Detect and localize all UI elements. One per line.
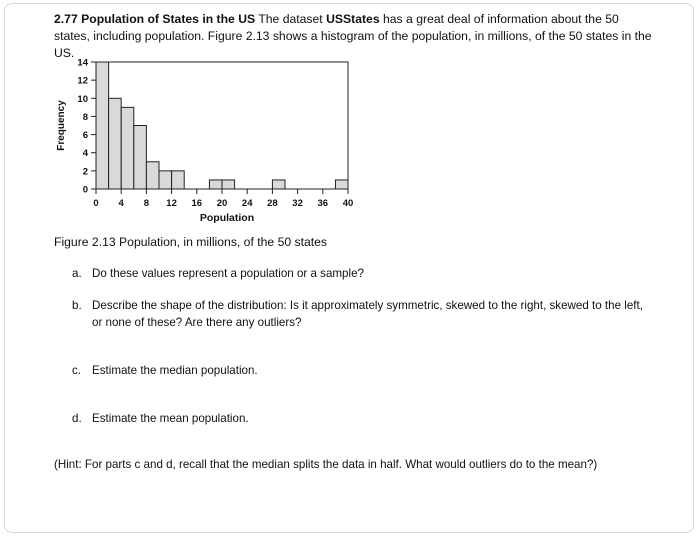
question-letter: c. xyxy=(72,364,82,377)
y-axis-label: Frequency xyxy=(56,100,67,151)
histogram-bar xyxy=(121,107,134,189)
x-tick-label: 32 xyxy=(292,198,303,209)
x-tick-label: 12 xyxy=(166,198,177,209)
question-letter: a. xyxy=(72,267,82,280)
problem-title: Population of States in the US xyxy=(81,12,256,26)
problem-text-before: The dataset xyxy=(258,12,323,26)
histogram-bar xyxy=(134,126,147,190)
question-letter: d. xyxy=(72,412,82,425)
problem-text-after: has a great deal of information about the 50 states, including population. Figure 2.13 shows a histogram of the population, in millions, of the 50 states in the US. xyxy=(54,12,652,60)
histogram-bar xyxy=(96,62,109,189)
histogram-bar xyxy=(172,171,185,189)
x-tick-label: 4 xyxy=(118,198,124,209)
population-histogram xyxy=(50,56,370,236)
question-b xyxy=(72,297,652,331)
question-c xyxy=(72,362,652,379)
hint-text: (Hint: For parts c and d, recall that the median splits the data in half. What would outliers do to the mean?) xyxy=(54,458,598,471)
y-tick-label: 0 xyxy=(82,184,88,196)
histogram-bar xyxy=(335,180,348,189)
problem-statement xyxy=(54,11,654,62)
question-text: Do these values represent a population or a sample? xyxy=(92,267,364,280)
x-tick-label: 24 xyxy=(241,198,253,209)
x-tick-label: 36 xyxy=(317,198,329,209)
histogram-bar xyxy=(209,180,222,189)
y-tick-label: 12 xyxy=(77,75,88,87)
y-tick-label: 6 xyxy=(82,130,88,142)
x-tick-label: 8 xyxy=(143,198,150,209)
x-tick-label: 16 xyxy=(191,198,203,209)
histogram-bar xyxy=(222,180,235,189)
x-tick-label: 28 xyxy=(267,198,278,209)
y-tick-label: 8 xyxy=(82,111,88,123)
figure-caption: Figure 2.13 Population, in millions, of the 50 states xyxy=(54,235,328,249)
question-text: Estimate the mean population. xyxy=(92,412,249,425)
x-tick-label: 40 xyxy=(342,198,354,209)
y-tick-label: 2 xyxy=(82,166,88,178)
question-text: Estimate the median population. xyxy=(92,364,258,377)
y-tick-label: 14 xyxy=(77,57,88,69)
x-tick-label: 0 xyxy=(93,198,99,209)
histogram-bar xyxy=(146,162,159,189)
x-tick-label: 20 xyxy=(216,198,228,209)
question-letter: b. xyxy=(72,299,82,312)
question-d xyxy=(72,410,652,427)
histogram-bar xyxy=(272,180,285,189)
y-tick-label: 4 xyxy=(82,148,88,160)
problem-number: 2.77 xyxy=(54,12,78,26)
x-axis-label: Population xyxy=(199,212,255,224)
y-tick-label: 10 xyxy=(77,93,88,105)
histogram-bar xyxy=(109,98,122,189)
question-a xyxy=(72,265,652,282)
histogram-bar xyxy=(159,171,172,189)
dataset-name: USStates xyxy=(326,12,380,26)
question-text: Describe the shape of the distribution: Is it approximately symmetric, skewed to the right, skewed to the left, or none of these? Are there any outliers? xyxy=(92,299,643,329)
